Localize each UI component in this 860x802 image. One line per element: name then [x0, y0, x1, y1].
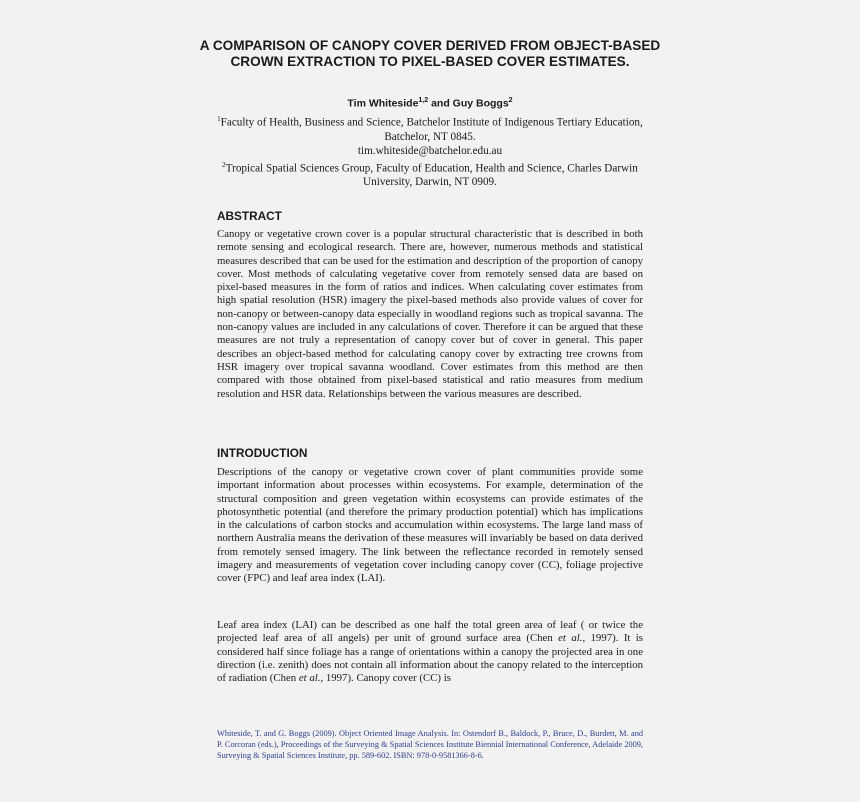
paper-title: A COMPARISON OF CANOPY COVER DERIVED FROM OBJECT-BASED CROWN EXTRACTION TO PIXEL-BASED COVER ESTIMATES.	[199, 38, 661, 69]
citation-et-al: et al.	[558, 632, 583, 645]
introduction-paragraph-2	[217, 619, 643, 685]
author-name: Tim Whiteside	[347, 97, 419, 110]
author-superscript: 1,2	[418, 97, 429, 104]
author-superscript: 2	[508, 97, 513, 104]
affiliation-1	[200, 112, 660, 144]
author-conjunction: and	[431, 97, 450, 110]
affiliation-2	[200, 158, 660, 190]
paragraph-text: , 1997). It is considered half since foliage has a range of orientations within a canopy the projected area in one direction (i.e. zenith) does not contain all information about the canopy related to the interception of radiation (Chen	[217, 632, 644, 685]
affiliation-superscript: 1	[217, 115, 221, 123]
paragraph-text: , 1997). Canopy cover (CC) is	[320, 672, 451, 685]
introduction-paragraph-1: Descriptions of the canopy or vegetative crown cover of plant communities provide some important information about processes within ecosystems. For example, determination of the structural composition and green vegetation within ecosystems can provide estimates of the photosynthetic potential (and therefore the primary production potential) which has implications in the calculations of carbon stocks and accumulation within ecosystems. The large land mass of northern Australia means the derivation of these measures will invariably be based on data derived from remotely sensed imagery. The link between the reflectance recorded in remotely sensed imagery and measurements of vegetation cover including canopy cover (CC), foliage projective cover (FPC) and leaf area index (LAI).	[217, 466, 643, 585]
affiliations	[200, 112, 660, 189]
citation-footer: Whiteside, T. and G. Boggs (2009). Object Oriented Image Analysis. In: Ostendorf B., Baldock, P., Bruce, D., Burdett, M. and P. Corcoran (eds.), Proceedings of the Surveying & Spatial Sciences Institute Biennial International Conference, Adelaide 2009, Surveying & Spatial Sciences Institute, pp. 589-602. ISBN: 978-0-9581366-8-6.	[217, 729, 643, 761]
citation-et-al: et al.	[298, 672, 321, 685]
author-name: Guy Boggs	[452, 97, 509, 110]
affiliation-text: Faculty of Health, Business and Science, Batchelor Institute of Indigenous Tertiary Education, Batchelor, NT 0845.	[220, 116, 643, 143]
affiliation-text: Tropical Spatial Sciences Group, Faculty of Education, Health and Science, Charles Darwin University, Darwin, NT 0909.	[225, 162, 638, 189]
introduction-heading: INTRODUCTION	[217, 446, 308, 460]
author-line	[190, 97, 670, 110]
paragraph-text: Leaf area index (LAI) can be described as one half the total green area of leaf ( or twice the projected leaf area of all angels) per unit of ground surface area (Chen	[217, 619, 643, 645]
abstract-heading: ABSTRACT	[217, 209, 282, 223]
author-email: tim.whiteside@batchelor.edu.au	[357, 144, 503, 157]
affiliation-superscript: 2	[222, 160, 226, 169]
abstract-text: Canopy or vegetative crown cover is a popular structural characteristic that is described in both remote sensing and ecological research. There are, however, numerous methods and statistical measures described that can be used for the estimation and description of the proportion of canopy cover. Most methods of calculating vegetative cover from remotely sensed data are based on pixel-based measures in the form of ratios and indices. When calculating cover estimates from high spatial resolution (HSR) imagery the pixel-based methods also provide values of cover for non-canopy or between-canopy data especially in woodland regions such as tropical savanna. The non-canopy values are included in any calculations of cover. Therefore it can be argued that these measures are not truly a representation of canopy cover but of cover in general. This paper describes an object-based method for calculating canopy cover by extracting tree crowns from HSR imagery over tropical savanna woodland. Cover estimates from this method are then compared with those obtained from pixel-based statistical and ratio measures from medium resolution and HSR data. Relationships between the various measures are described.	[217, 228, 643, 400]
